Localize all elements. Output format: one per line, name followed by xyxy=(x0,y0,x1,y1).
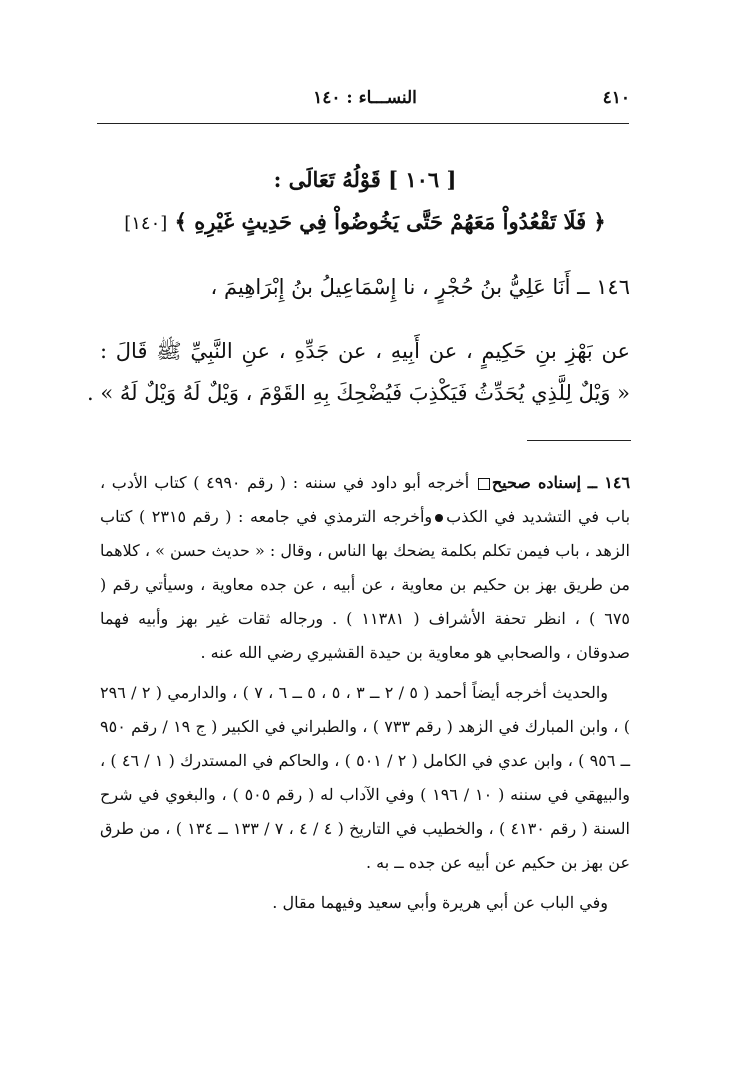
verse-reference: [١٤٠] xyxy=(124,213,168,234)
section-heading: [ ١٠٦ ] قَوْلُهُ تَعَالَى : xyxy=(273,167,457,192)
verse-text: ﴿ فَلَا تَقْعُدُواْ مَعَهُمْ حَتَّى يَخُوضُواْ فِي حَدِيثٍ غَيْرِهِ ﴾ xyxy=(174,209,606,234)
footnote-rule xyxy=(527,440,631,441)
note-text: وأخرجه الترمذي في جامعه : ( رقم ٢٣١٥ ) كتاب الزهد ، باب فيمن تكلم بكلمة يضحك بها الناس ، وقال : « حديث حسن » ، كلاهما من طريق بهز بن حكيم بن معاوية ، عن أبيه ، عن جده معاوية ، وسيأتي رقم ( ٦٧٥ ) ، انظر تحفة الأشراف ( ١١٣٨١ ) . ورجاله ثقات غير بهز وأبيه فهما صدوقان ، والصحابي هو معاوية بن حيدة القشيري رضي الله عنه . xyxy=(100,507,630,662)
hadith-text xyxy=(86,330,630,414)
square-icon xyxy=(478,478,490,490)
running-title: النســـاء : ١٤٠ xyxy=(313,88,417,108)
hadith-line: عن بَهْزِ بنِ حَكِيمٍ ، عن أَبِيهِ ، عن جَدِّهِ ، عنِ النَّبِيِّ ﷺ قَالَ : xyxy=(100,339,630,363)
running-header xyxy=(100,88,630,116)
note-paragraph: وفي الباب عن أبي هريرة وأبي سعيد وفيهما مقال . xyxy=(272,893,608,912)
quran-verse xyxy=(100,200,630,246)
header-rule xyxy=(97,123,629,124)
note-number: ١٤٦ ــ xyxy=(587,473,631,492)
page-number: ٤١٠ xyxy=(602,88,630,108)
note-paragraph: والحديث أخرجه أيضاً أحمد ( ٥ / ٢ ــ ٣ ، ٥ ، ٥ ــ ٦ ، ٧ ) ، والدارمي ( ٢ / ٢٩٦ ) ، وابن المبارك في الزهد ( رقم ٧٣٣ ) ، والطبراني في الكبير ( ج ١٩ / رقم ٩٥٠ ــ ٩٥٦ ) ، وابن عدي في الكامل ( ٢ / ٥٠١ ) ، والحاكم في المستدرك ( ١ / ٤٦ ) ، والبيهقي في سننه ( ١٠ / ١٩٦ ) وفي الآداب له ( رقم ٥٠٥ ) ، والبغوي في شرح السنة ( رقم ٤١٣٠ ) ، والخطيب في التاريخ ( ٤ / ٤ ، ٧ / ١٣٣ ــ ١٣٤ ) ، من طرق عن بهز بن حكيم عن أبيه عن جده ــ به . xyxy=(100,683,631,872)
grade-label: إسناده صحيح xyxy=(491,473,582,492)
isnad-line: ١٤٦ ــ أَنَا عَلِيُّ بنُ حُجْرٍ ، نا إِسْمَاعِيلُ بنُ إِبْرَاهِيمَ ، xyxy=(210,275,630,299)
hadith-line: « وَيْلٌ لِلَّذِي يُحَدِّثُ فَيَكْذِبَ فَيُضْحِكَ بِهِ القَوْمَ ، وَيْلٌ لَهُ وَيْلٌ لَهُ » . xyxy=(86,381,630,405)
footnotes xyxy=(100,466,630,926)
note-text: أخرجه أبو داود في سننه : ( رقم ٤٩٩٠ ) كتاب الأدب ، باب في التشديد في الكذب xyxy=(100,473,631,526)
dot-icon xyxy=(435,514,443,522)
note-paragraph xyxy=(100,466,630,670)
main-text xyxy=(86,160,630,414)
